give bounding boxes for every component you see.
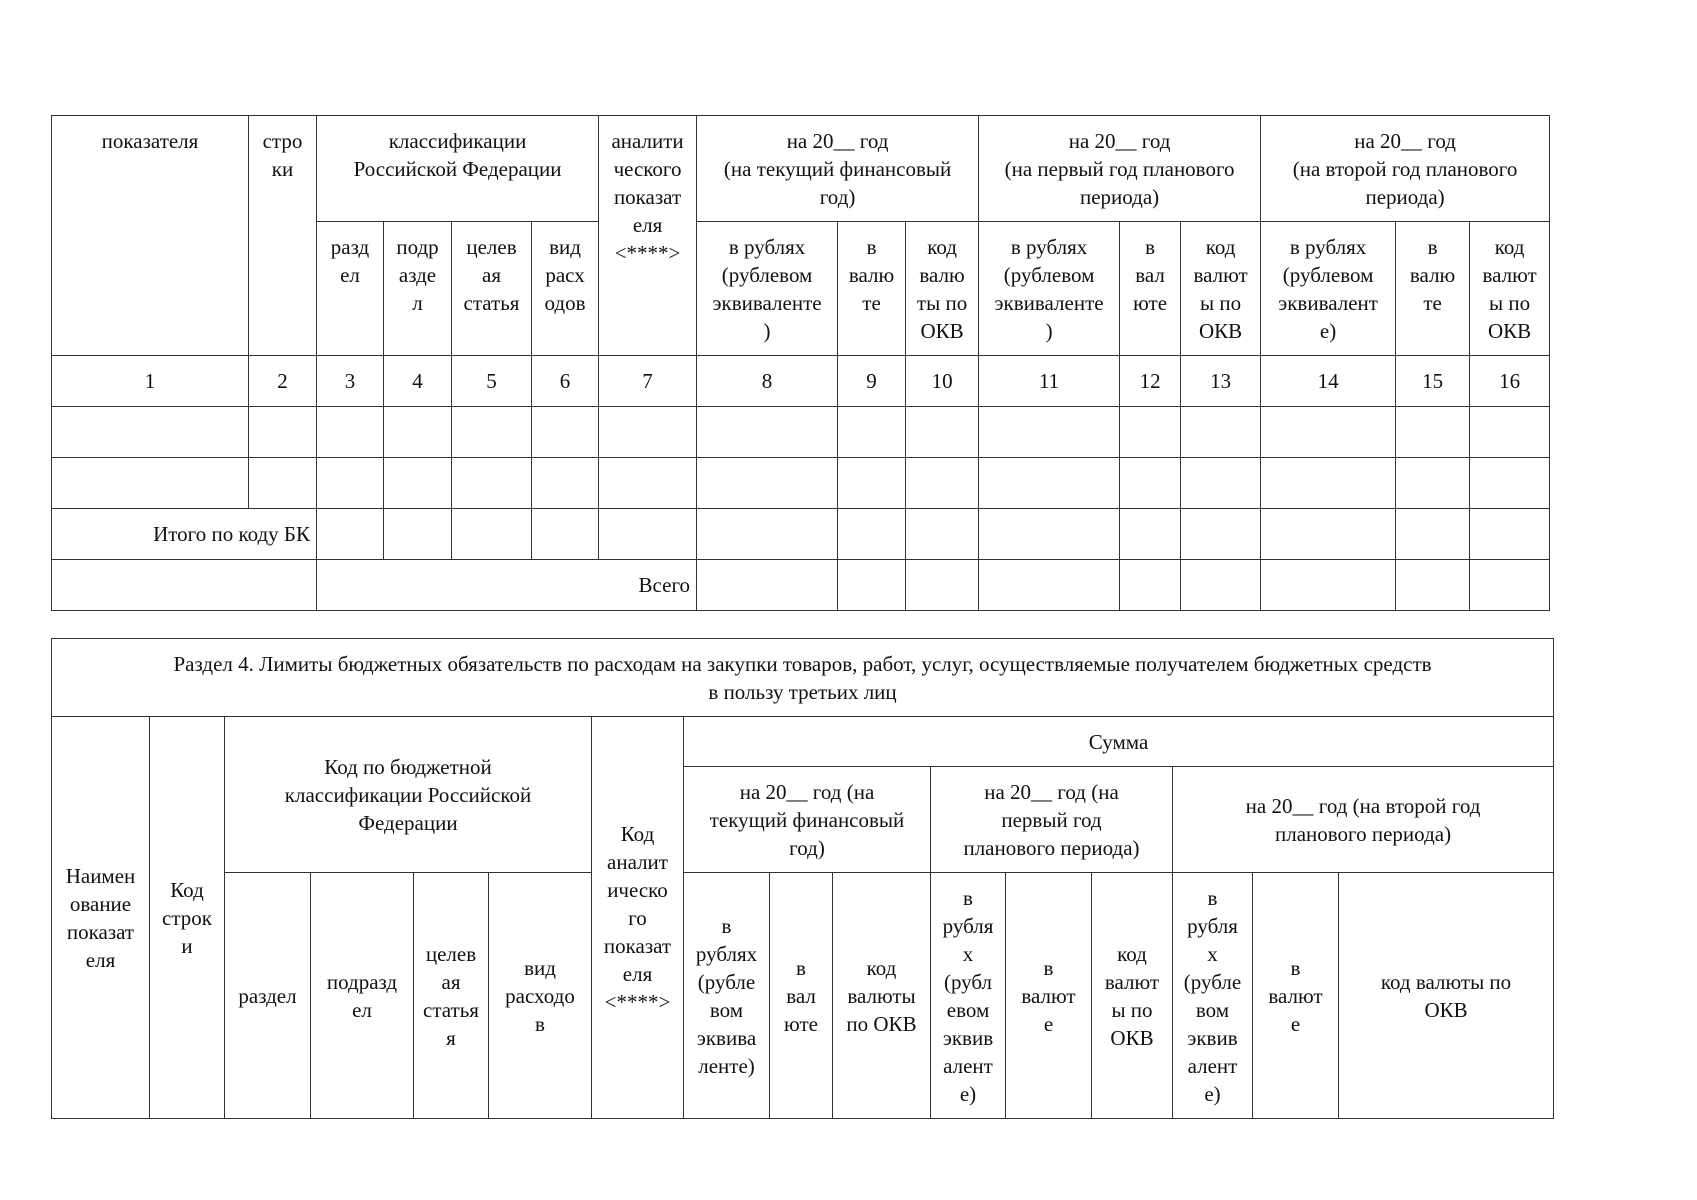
- header-first-rub: в рублях (рублевом эквиваленте ): [979, 222, 1120, 356]
- header-year-current: на 20__ год (на текущий финансовый год): [697, 116, 979, 222]
- column-number: 3: [317, 356, 384, 407]
- empty-cell: [532, 458, 599, 509]
- header-analytic-code: Код аналит ическо го показат еля <****>: [592, 717, 684, 1119]
- empty-cell: [317, 509, 384, 560]
- header-cur-rub: в рублях (рублевом эквиваленте ): [697, 222, 838, 356]
- empty-cell: [906, 509, 979, 560]
- empty-cell: [838, 458, 906, 509]
- empty-cell: [1181, 458, 1261, 509]
- header-target: целев ая статья я: [414, 873, 489, 1119]
- empty-cell: [249, 458, 317, 509]
- empty-cell: [697, 560, 838, 611]
- empty-cell: [384, 407, 452, 458]
- empty-cell: [1181, 560, 1261, 611]
- header-cur-val: в вал юте: [770, 873, 833, 1119]
- empty-cell: [838, 509, 906, 560]
- empty-cell: [697, 407, 838, 458]
- header-indicator: показателя: [52, 116, 249, 356]
- header-line-code: Код строк и: [150, 717, 225, 1119]
- empty-cell: [1261, 458, 1396, 509]
- header-year-first: на 20__ год (на первый год планового периода): [979, 116, 1261, 222]
- expenses-table: [51, 115, 1550, 611]
- empty-cell: [1470, 407, 1550, 458]
- empty-cell: [1396, 560, 1470, 611]
- header-analytic: аналити ческого показат еля <****>: [599, 116, 697, 356]
- empty-cell: [906, 407, 979, 458]
- header-section: раздел: [225, 873, 311, 1119]
- header-second-val: в валют е: [1253, 873, 1339, 1119]
- empty-cell: [1396, 509, 1470, 560]
- header-cur-val: в валю те: [838, 222, 906, 356]
- empty-cell: [697, 509, 838, 560]
- empty-cell: [1261, 560, 1396, 611]
- column-number: 13: [1181, 356, 1261, 407]
- header-year-current: на 20__ год (на текущий финансовый год): [684, 767, 931, 873]
- header-line: стро ки: [249, 116, 317, 356]
- total-by-code-row: [52, 509, 1550, 560]
- empty-cell: [697, 458, 838, 509]
- empty-cell: [599, 407, 697, 458]
- total-by-code-label: Итого по коду БК: [52, 509, 317, 560]
- header-second-code: код валют ы по ОКВ: [1470, 222, 1550, 356]
- header-year-second: на 20__ год (на второй год планового периода): [1261, 116, 1550, 222]
- empty-cell: [1396, 458, 1470, 509]
- empty-cell: [532, 509, 599, 560]
- column-number: 4: [384, 356, 452, 407]
- empty-cell: [1470, 560, 1550, 611]
- column-number: 15: [1396, 356, 1470, 407]
- header-expense-type: вид расх одов: [532, 222, 599, 356]
- column-number: 16: [1470, 356, 1550, 407]
- empty-cell: [1181, 407, 1261, 458]
- empty-cell: [384, 458, 452, 509]
- empty-cell: [384, 509, 452, 560]
- header-first-val: в валют е: [1006, 873, 1092, 1119]
- header-second-rub: в рублях (рублевом эквивалент е): [1261, 222, 1396, 356]
- empty-cell: [1181, 509, 1261, 560]
- header-cur-code: код валюты по ОКВ: [833, 873, 931, 1119]
- header-first-rub: в рубля х (рубл евом эквив алент е): [931, 873, 1006, 1119]
- column-number: 10: [906, 356, 979, 407]
- header-cur-code: код валю ты по ОКВ: [906, 222, 979, 356]
- column-number: 5: [452, 356, 532, 407]
- header-first-code: код валют ы по ОКВ: [1181, 222, 1261, 356]
- column-number: 2: [249, 356, 317, 407]
- table-row: [52, 458, 1550, 509]
- header-first-val: в вал юте: [1120, 222, 1181, 356]
- header-section: разд ел: [317, 222, 384, 356]
- header-target: целев ая статья: [452, 222, 532, 356]
- empty-cell: [452, 407, 532, 458]
- empty-cell: [532, 407, 599, 458]
- header-year-first: на 20__ год (на первый год планового периода): [931, 767, 1173, 873]
- column-number: 8: [697, 356, 838, 407]
- empty-cell: [1120, 407, 1181, 458]
- section4-limits-table: [51, 638, 1554, 1119]
- column-number: 12: [1120, 356, 1181, 407]
- column-number: 11: [979, 356, 1120, 407]
- empty-cell: [452, 509, 532, 560]
- empty-cell: [249, 407, 317, 458]
- header-cur-rub: в рублях (рубле вом эквива ленте): [684, 873, 770, 1119]
- empty-cell: [1261, 509, 1396, 560]
- column-number: 6: [532, 356, 599, 407]
- empty-cell: [1470, 509, 1550, 560]
- header-year-second: на 20__ год (на второй год планового периода): [1173, 767, 1554, 873]
- empty-cell: [52, 407, 249, 458]
- empty-cell: [838, 407, 906, 458]
- empty-cell: [317, 407, 384, 458]
- header-second-val: в валю те: [1396, 222, 1470, 356]
- empty-cell: [906, 560, 979, 611]
- header-sum: Сумма: [684, 717, 1554, 767]
- column-numbers-row: [52, 356, 1550, 407]
- table-row: [52, 407, 1550, 458]
- empty-cell: [979, 407, 1120, 458]
- empty-cell: [1120, 509, 1181, 560]
- empty-cell: [838, 560, 906, 611]
- header-second-rub: в рубля х (рубле вом эквив алент е): [1173, 873, 1253, 1119]
- column-number: 14: [1261, 356, 1396, 407]
- header-classification: классификации Российской Федерации: [317, 116, 599, 222]
- header-bk-code: Код по бюджетной классификации Российской Федерации: [225, 717, 592, 873]
- empty-cell: [599, 458, 697, 509]
- header-subsection: подразд ел: [311, 873, 414, 1119]
- empty-cell: [317, 458, 384, 509]
- header-expense-type: вид расходо в: [489, 873, 592, 1119]
- empty-cell: [1120, 458, 1181, 509]
- column-number: 1: [52, 356, 249, 407]
- column-number: 9: [838, 356, 906, 407]
- empty-cell: [979, 458, 1120, 509]
- header-second-code: код валюты по ОКВ: [1339, 873, 1554, 1119]
- empty-cell: [979, 560, 1120, 611]
- empty-cell: [1120, 560, 1181, 611]
- empty-cell: [1396, 407, 1470, 458]
- column-number: 7: [599, 356, 697, 407]
- empty-cell: [52, 458, 249, 509]
- empty-cell: [452, 458, 532, 509]
- header-first-code: код валют ы по ОКВ: [1092, 873, 1173, 1119]
- header-indicator-name: Наимен ование показат еля: [52, 717, 150, 1119]
- empty-cell: [1470, 458, 1550, 509]
- grand-total-row: [52, 560, 1550, 611]
- grand-total-label: Всего: [317, 560, 697, 611]
- section4-caption: Раздел 4. Лимиты бюджетных обязательств по расходам на закупки товаров, работ, услуг, осуществляемые получателем бюджетных средств в пользу третьих лиц: [52, 639, 1554, 717]
- empty-cell: [1261, 407, 1396, 458]
- header-subsection: подр азде л: [384, 222, 452, 356]
- empty-cell: [599, 509, 697, 560]
- empty-cell: [979, 509, 1120, 560]
- empty-cell: [52, 560, 317, 611]
- empty-cell: [906, 458, 979, 509]
